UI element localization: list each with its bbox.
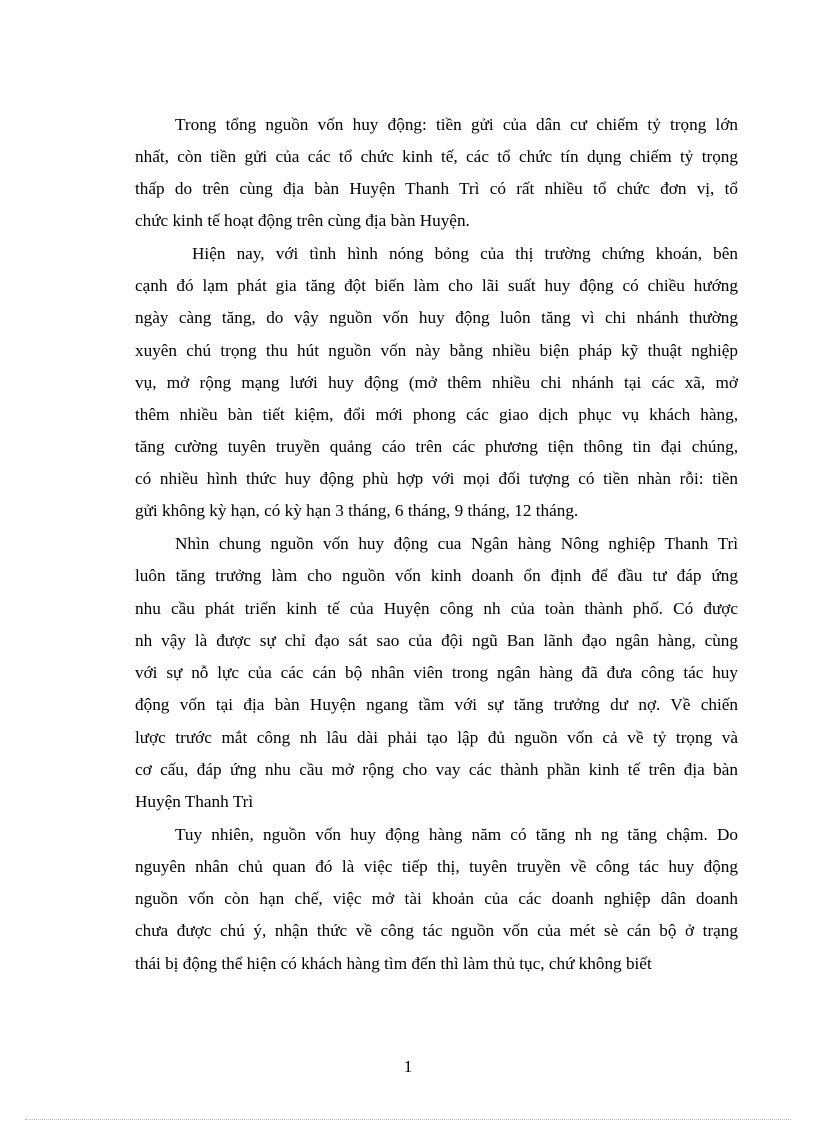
- paragraph-line: nguyên nhân chủ quan đó là việc tiếp thị, tuyên truyền về công tác huy động: [135, 857, 738, 876]
- paragraph-line: với sự nỗ lực của các cán bộ nhân viên trong ngân hàng đã đưa công tác huy: [135, 663, 738, 682]
- paragraph-line: nguồn vốn còn hạn chế, việc mở tài khoản của các doanh nghiệp dân doanh: [135, 889, 738, 908]
- paragraph-line: động vốn tại địa bàn Huyện ngang tầm với sự tăng trưởng dư nợ. Về chiến: [135, 695, 738, 714]
- paragraph-line: thái bị động thể hiện có khách hàng tìm đến thì làm thủ tục, chứ không biết: [135, 954, 652, 973]
- paragraph-line: nh vậy là được sự chỉ đạo sát sao của đội ngũ Ban lãnh đạo ngân hàng, cùng: [135, 631, 738, 650]
- paragraph-line: Hiện nay, với tình hình nóng bỏng của thị trường chứng khoán, bên: [192, 244, 738, 263]
- paragraph-line: vụ, mở rộng mạng lưới huy động (mở thêm nhiều chi nhánh tại các xã, mở: [135, 373, 738, 392]
- paragraph-line: Nhìn chung nguồn vốn huy động cua Ngân hàng Nông nghiệp Thanh Trì: [175, 534, 738, 553]
- paragraph-line: chức kinh tế hoạt động trên cùng địa bàn Huyện.: [135, 211, 470, 230]
- paragraph-line: thấp do trên cùng địa bàn Huyện Thanh Trì có rất nhiều tổ chức đơn vị, tổ: [135, 179, 738, 198]
- paragraph-line: cạnh đó lạm phát gia tăng đột biến làm cho lãi suất huy động có chiều hướng: [135, 276, 738, 295]
- paragraph-line: nhu cầu phát triển kinh tế của Huyện công nh của toàn thành phố. Có được: [135, 599, 738, 618]
- paragraph-line: Huyện Thanh Trì: [135, 792, 254, 811]
- page-boundary-divider: [25, 1119, 791, 1120]
- paragraph-line: chưa được chú ý, nhận thức về công tác nguồn vốn của mét sè cán bộ ở trạng: [135, 921, 738, 940]
- paragraph-line: gửi không kỳ hạn, có kỳ hạn 3 tháng, 6 tháng, 9 tháng, 12 tháng.: [135, 501, 579, 520]
- paragraph-line: có nhiều hình thức huy động phù hợp với mọi đối tượng có tiền nhàn rỗi: tiền: [135, 469, 738, 488]
- paragraph-line: cơ cấu, đáp ứng nhu cầu mở rộng cho vay các thành phần kinh tế trên địa bàn: [135, 760, 738, 779]
- paragraph-line: Trong tổng nguồn vốn huy động: tiền gửi của dân cư chiếm tỷ trọng lớn: [175, 115, 738, 134]
- paragraph-line: lược trước mắt công nh lâu dài phải tạo lập đủ nguồn vốn cả về tỷ trọng và: [135, 728, 738, 747]
- paragraph-line: Tuy nhiên, nguồn vốn huy động hàng năm có tăng nh ng tăng chậm. Do: [175, 825, 738, 844]
- page-number: 1: [403, 1057, 413, 1076]
- paragraph-line: nhất, còn tiền gửi của các tổ chức kinh tế, các tổ chức tín dụng chiếm tỷ trọng: [135, 147, 738, 166]
- paragraph-line: thêm nhiều bàn tiết kiệm, đổi mới phong các giao dịch phục vụ khách hàng,: [135, 405, 738, 424]
- paragraph-line: ngày càng tăng, do vậy nguồn vốn huy động luôn tăng vì chi nhánh thường: [135, 308, 738, 327]
- paragraph-line: xuyên chú trọng thu hút nguồn vốn này bằng nhiều biện pháp kỹ thuật nghiệp: [135, 341, 738, 360]
- paragraph-line: tăng cường tuyên truyền quảng cáo trên các phương tiện thông tin đại chúng,: [135, 437, 738, 456]
- paragraph-line: luôn tăng trưởng làm cho nguồn vốn kinh doanh ổn định để đầu tư đáp ứng: [135, 566, 738, 585]
